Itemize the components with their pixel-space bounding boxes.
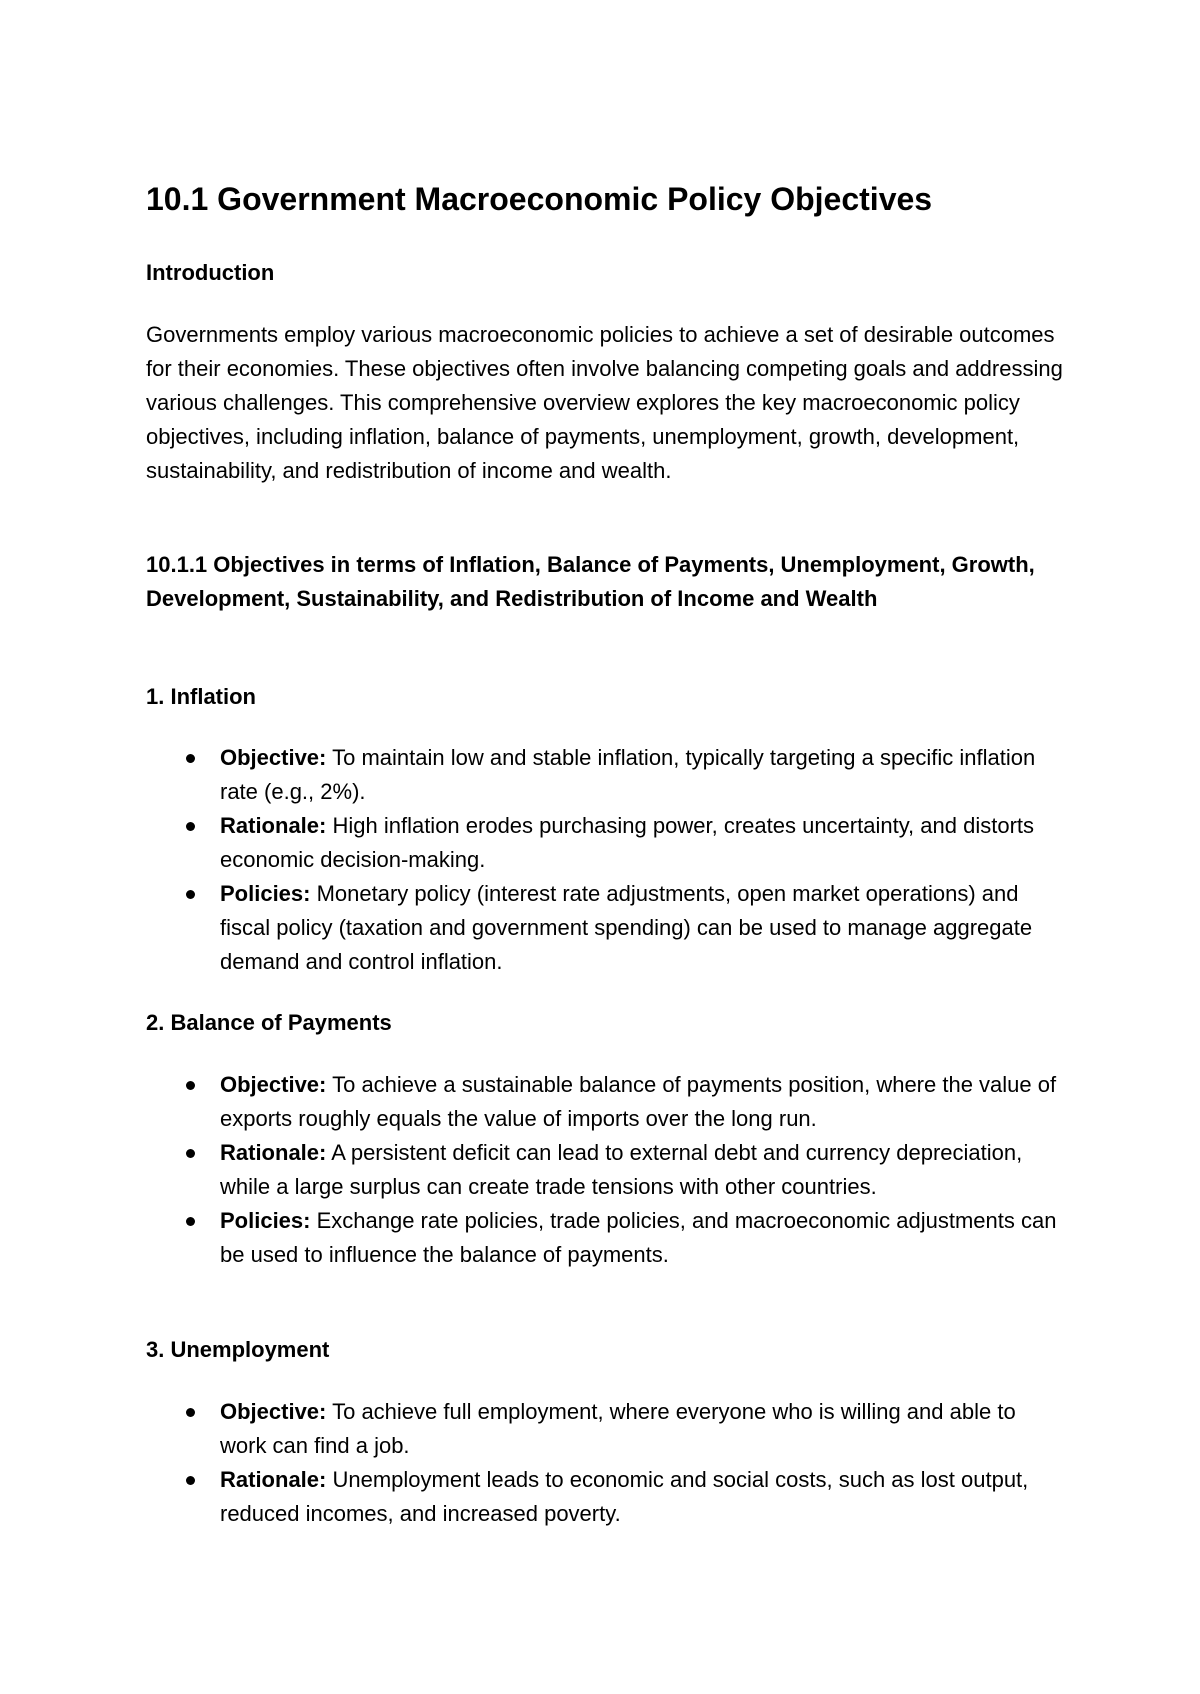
bullet-term: Policies: <box>220 1208 311 1233</box>
section-heading-balance-of-payments: 2. Balance of Payments <box>146 1010 392 1035</box>
bullet-text: High inflation erodes purchasing power, creates uncertainty, and distorts economic decision-making. <box>220 813 1035 872</box>
bullet-term: Objective: <box>220 1399 327 1424</box>
bullet-icon <box>186 890 195 899</box>
bullet-text: Monetary policy (interest rate adjustments, open market operations) and fiscal policy (taxation and government spending) can be used to manage aggregate demand and control inflation. <box>220 881 1033 974</box>
bullet-term: Objective: <box>220 745 327 770</box>
bullet-icon <box>186 1408 195 1417</box>
list-item <box>146 1068 1066 1136</box>
section-heading-unemployment: 3. Unemployment <box>146 1337 330 1362</box>
section-heading-inflation: 1. Inflation <box>146 684 256 709</box>
bullet-icon <box>186 1149 195 1158</box>
bullet-icon <box>186 1081 195 1090</box>
list-item <box>146 1463 1066 1531</box>
list-item <box>146 741 1066 809</box>
list-item <box>146 1204 1066 1272</box>
bullet-text: Unemployment leads to economic and social costs, such as lost output, reduced incomes, and increased poverty. <box>220 1467 1029 1526</box>
bullet-term: Objective: <box>220 1072 327 1097</box>
document-title: 10.1 Government Macroeconomic Policy Objectives <box>146 181 933 217</box>
subsection-heading: 10.1.1 Objectives in terms of Inflation, Balance of Payments, Unemployment, Growth, Development, Sustainability, and Redistribution of Income and Wealth <box>146 552 1035 611</box>
bullet-text: To achieve a sustainable balance of payments position, where the value of exports roughly equals the value of imports over the long run. <box>220 1072 1057 1131</box>
list-item <box>146 877 1066 979</box>
introduction-heading: Introduction <box>146 260 275 285</box>
bullet-text: To achieve full employment, where everyone who is willing and able to work can find a job. <box>220 1399 1016 1458</box>
bullet-text: Exchange rate policies, trade policies, and macroeconomic adjustments can be used to influence the balance of payments. <box>220 1208 1057 1267</box>
bullet-term: Rationale: <box>220 1140 327 1165</box>
bullet-term: Rationale: <box>220 813 327 838</box>
balance-of-payments-bullet-list <box>146 1068 1066 1272</box>
bullet-icon <box>186 822 195 831</box>
bullet-text: To maintain low and stable inflation, typically targeting a specific inflation rate (e.g., 2%). <box>220 745 1036 804</box>
bullet-text: A persistent deficit can lead to external debt and currency depreciation, while a large surplus can create trade tensions with other countries. <box>220 1140 1023 1199</box>
bullet-icon <box>186 754 195 763</box>
introduction-paragraph: Governments employ various macroeconomic policies to achieve a set of desirable outcomes for their economies. These objectives often involve balancing competing goals and addressing various challenges. This comprehensive overview explores the key macroeconomic policy objectives, including inflation, balance of payments, unemployment, growth, development, sustainability, and redistribution of income and wealth. <box>146 322 1063 483</box>
bullet-term: Rationale: <box>220 1467 327 1492</box>
bullet-icon <box>186 1476 195 1485</box>
list-item <box>146 1395 1066 1463</box>
list-item <box>146 809 1066 877</box>
bullet-icon <box>186 1217 195 1226</box>
inflation-bullet-list <box>146 741 1066 979</box>
list-item <box>146 1136 1066 1204</box>
unemployment-bullet-list <box>146 1395 1066 1531</box>
bullet-term: Policies: <box>220 881 311 906</box>
